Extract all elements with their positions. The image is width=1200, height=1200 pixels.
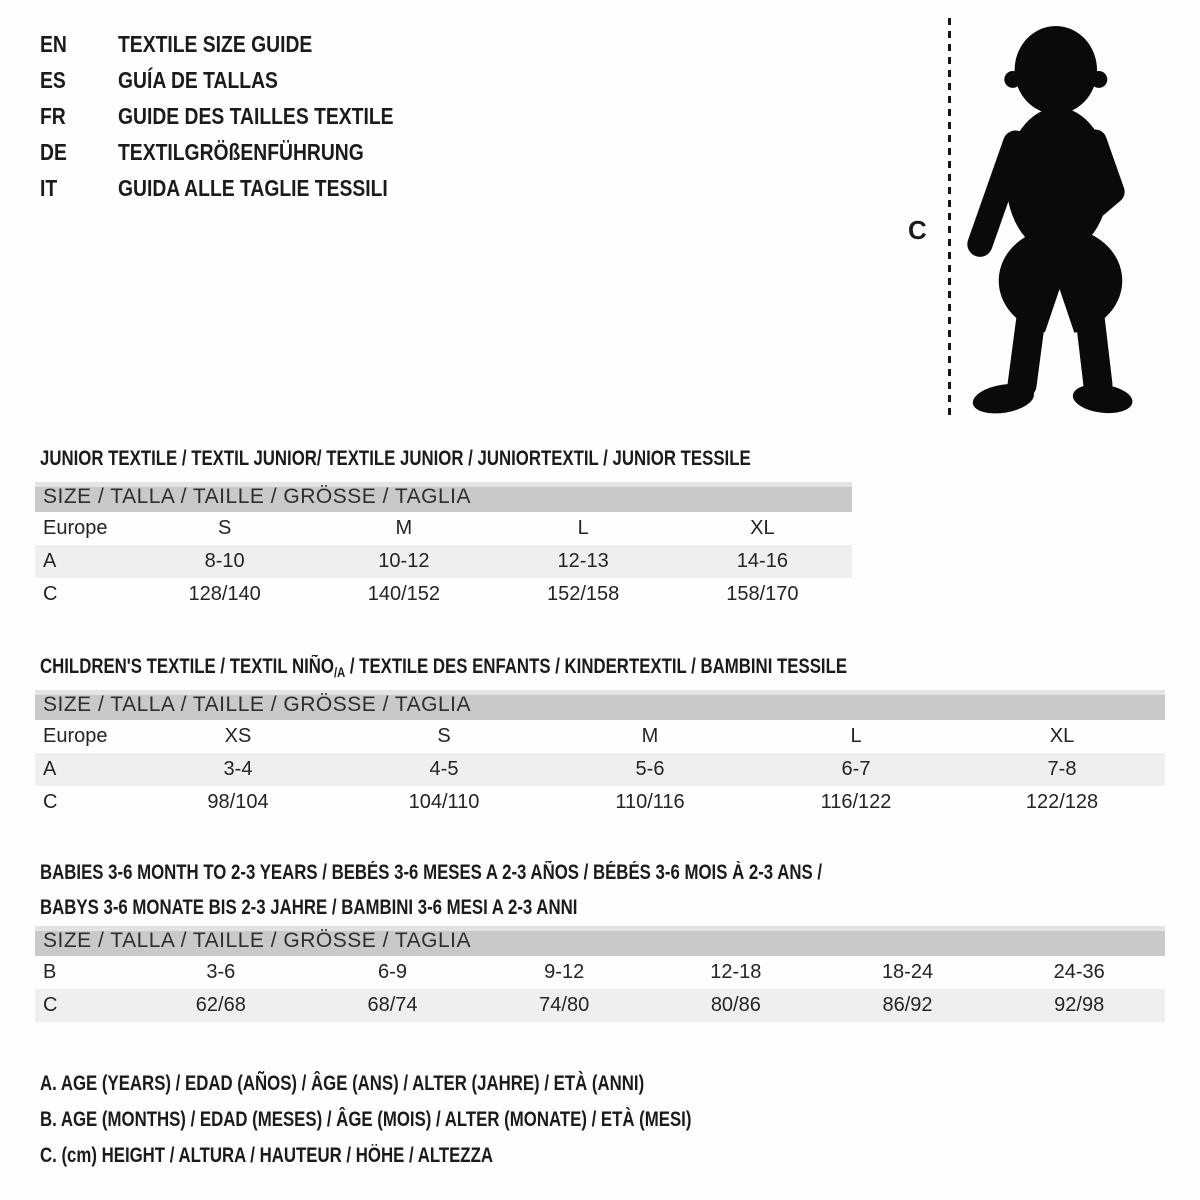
junior-table-header: SIZE / TALLA / TAILLE / GRÖSSE / TAGLIA — [35, 482, 852, 512]
babies-section-title-line1: BABIES 3-6 MONTH TO 2-3 YEARS / BEBÉS 3-6 MESES A 2-3 AÑOS / BÉBÉS 3-6 MOIS À 2-3 ANS / — [40, 861, 823, 885]
children-row-age — [35, 753, 1165, 786]
age-cell: 14-16 — [736, 550, 788, 572]
lang-code-it: IT — [40, 174, 58, 201]
lang-title-fr: GUIDE DES TAILLES TEXTILE — [118, 102, 394, 129]
legend-age-months: B. AGE (MONTHS) / EDAD (MESES) / ÂGE (MOIS) / ALTER (MONATE) / ETÀ (MESI) — [40, 1108, 692, 1131]
row-label: A — [43, 758, 57, 780]
size-cell: S — [217, 517, 232, 539]
lang-title-en: TEXTILE SIZE GUIDE — [118, 30, 313, 57]
children-row-europe — [35, 720, 1165, 753]
children-size-table — [35, 690, 1165, 819]
age-cell: 3-4 — [223, 758, 253, 780]
junior-row-age — [35, 545, 852, 578]
row-label: A — [43, 550, 57, 572]
junior-section-title: JUNIOR TEXTILE / TEXTIL JUNIOR/ TEXTILE JUNIOR / JUNIORTEXTIL / JUNIOR TESSILE — [40, 447, 751, 471]
height-cell: 158/170 — [726, 583, 799, 605]
height-cell: 116/122 — [820, 791, 892, 813]
junior-size-table — [35, 482, 852, 611]
months-cell: 3-6 — [206, 961, 236, 983]
age-cell: 10-12 — [378, 550, 430, 572]
lang-title-es: GUÍA DE TALLAS — [118, 66, 278, 93]
months-cell: 9-12 — [544, 961, 585, 983]
language-header — [40, 26, 446, 206]
size-cell: M — [395, 517, 413, 539]
height-cell: 74/80 — [539, 994, 590, 1016]
legend-height-cm: C. (cm) HEIGHT / ALTURA / HAUTEUR / HÖHE / ALTEZZA — [40, 1144, 493, 1167]
height-cell: 128/140 — [188, 583, 261, 605]
lang-code-de: DE — [40, 138, 67, 165]
row-label: B — [43, 961, 57, 983]
age-cell: 7-8 — [1047, 758, 1077, 780]
age-cell: 6-7 — [841, 758, 871, 780]
size-cell: XL — [750, 517, 775, 539]
size-cell: XS — [224, 725, 252, 747]
junior-row-height — [35, 578, 852, 611]
height-cell: 86/92 — [882, 994, 933, 1016]
size-cell: S — [437, 725, 451, 747]
age-cell: 12-13 — [557, 550, 609, 572]
row-label: Europe — [43, 517, 108, 539]
height-cell: 80/86 — [710, 994, 761, 1016]
months-cell: 24-36 — [1053, 961, 1105, 983]
nino-a-subscript: /A — [333, 664, 346, 681]
size-cell: XL — [1049, 725, 1075, 747]
children-section-title: CHILDREN'S TEXTILE / TEXTIL $NIÑO_{/A}$ / TEXTILE DES ENFANTS / KINDERTEXTIL / BAMBINI TESSILE — [40, 655, 848, 681]
height-cell: 68/74 — [367, 994, 418, 1016]
lang-title-de: TEXTILGRÖßENFÜHRUNG — [118, 138, 364, 165]
height-cell: 140/152 — [367, 583, 441, 605]
babies-row-height — [35, 989, 1165, 1022]
babies-section-title-line2: BABYS 3-6 MONATE BIS 2-3 JAHRE / BAMBINI 3-6 MESI A 2-3 ANNI — [40, 896, 578, 920]
children-table-header: SIZE / TALLA / TAILLE / GRÖSSE / TAGLIA — [35, 690, 1165, 720]
row-label: C — [43, 994, 58, 1016]
legend-age-years: A. AGE (YEARS) / EDAD (AÑOS) / ÂGE (ANS) / ALTER (JAHRE) / ETÀ (ANNI) — [40, 1072, 645, 1095]
height-cell: 92/98 — [1054, 994, 1105, 1016]
height-dashed-line — [948, 18, 951, 418]
lang-row-it — [40, 170, 446, 206]
lang-row-de — [40, 134, 446, 170]
children-row-height — [35, 786, 1165, 819]
height-cell: 98/104 — [207, 791, 269, 813]
lang-row-es — [40, 62, 446, 98]
lang-code-es: ES — [40, 66, 66, 93]
age-cell: 8-10 — [204, 550, 245, 572]
row-label: C — [43, 583, 58, 605]
height-measure-label: C — [908, 215, 927, 245]
babies-table-header: SIZE / TALLA / TAILLE / GRÖSSE / TAGLIA — [35, 926, 1165, 956]
height-cell: 122/128 — [1025, 791, 1099, 813]
height-cell: 110/116 — [615, 791, 685, 813]
size-cell: M — [641, 725, 659, 747]
height-cell: 62/68 — [195, 994, 246, 1016]
height-cell: 152/158 — [546, 583, 620, 605]
lang-title-it: GUIDA ALLE TAGLIE TESSILI — [118, 174, 388, 201]
months-cell: 12-18 — [710, 961, 762, 983]
lang-code-en: EN — [40, 30, 67, 57]
lang-row-fr — [40, 98, 446, 134]
age-cell: 5-6 — [635, 758, 665, 780]
months-cell: 18-24 — [881, 961, 934, 983]
babies-row-months — [35, 956, 1165, 989]
age-cell: 4-5 — [429, 758, 459, 780]
height-cell: 104/110 — [408, 791, 480, 813]
row-label: C — [43, 791, 58, 813]
babies-size-table — [35, 926, 1165, 1022]
size-cell: L — [850, 725, 862, 747]
lang-code-fr: FR — [40, 102, 66, 129]
months-cell: 6-9 — [378, 961, 407, 983]
row-label: Europe — [43, 725, 108, 747]
size-cell: L — [577, 517, 589, 539]
toddler-silhouette-icon — [958, 12, 1148, 424]
lang-row-en — [40, 26, 446, 62]
junior-row-europe — [35, 512, 852, 545]
